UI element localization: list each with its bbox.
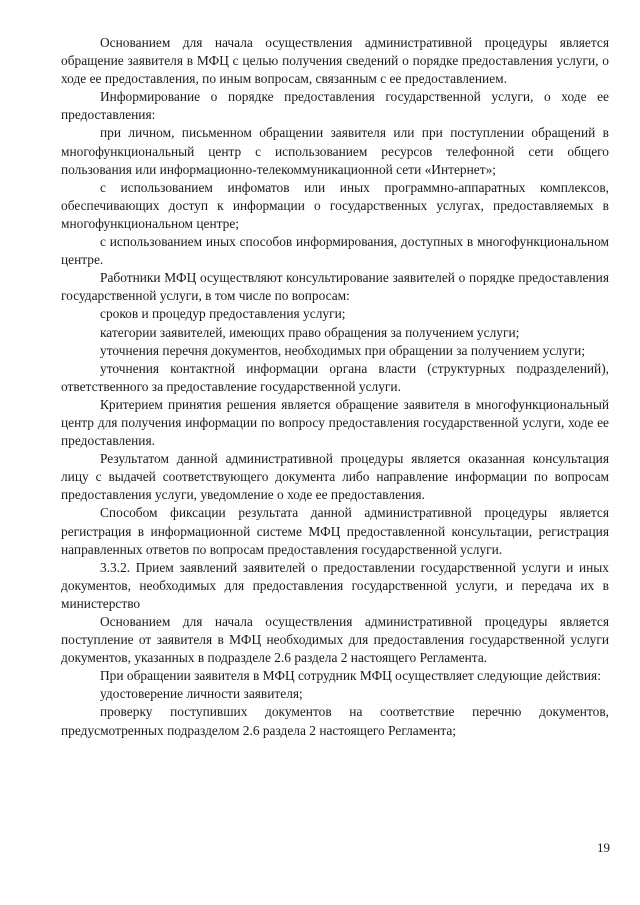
paragraph-document-check: проверку поступивших документов на соответствие перечню документов, предусмотренных подразделом 2.6 раздела 2 настоящего Регламента; (61, 704, 609, 738)
paragraph-infomats: с использованием инфоматов или иных программно-аппаратных комплексов, обеспечивающих доступ к информации о государственных услугах, предоставляемых в многофункциональном центре; (61, 179, 609, 231)
paragraph-contact-info: уточнения контактной информации органа власти (структурных подразделений), ответственного за предоставление государственной услуги. (61, 360, 609, 394)
paragraph-mfc-consulting: Работники МФЦ осуществляют консультирование заявителей о порядке предоставления государственной услуги, в том числе по вопросам: (61, 270, 609, 304)
paragraph-personal-appeal: при личном, письменном обращении заявителя или при поступлении обращений в многофункциональный центр с использованием ресурсов телефонной сети общего пользования или информационно-телекоммуникационной сети «Интернет»; (61, 125, 609, 177)
paragraph-basis-for-information: Основанием для начала осуществления административной процедуры является обращение заявителя в МФЦ с целью получения сведений о порядке предоставления услуги, о ходе ее предоставления, по иным вопросам, связанным с ее предоставлением. (61, 35, 609, 87)
section-heading-3-3-2: 3.3.2. Прием заявлений заявителей о предоставлении государственной услуги и иных документов, необходимых для предоставления государственной услуги, и передача их в министерство (61, 559, 609, 611)
paragraph-terms-procedures: сроков и процедур предоставления услуги; (100, 306, 346, 322)
document-body (61, 34, 609, 740)
paragraph-other-methods: с использованием иных способов информирования, доступных в многофункциональном центре. (61, 234, 609, 268)
page-number: 19 (597, 840, 610, 855)
paragraph-informing-heading: Информирование о порядке предоставления государственной услуги, о ходе ее предоставления: (61, 89, 609, 123)
paragraph-decision-criterion: Критерием принятия решения является обращение заявителя в многофункциональный центр для получения информации по вопросу предоставления государственной услуги, ходе ее предоставления. (61, 396, 609, 449)
paragraph-identity-verification: удостоверение личности заявителя; (100, 686, 303, 702)
paragraph-document-list: уточнения перечня документов, необходимых при обращении за получением услуги; (100, 342, 586, 358)
paragraph-basis-for-acceptance: Основанием для начала осуществления административной процедуры является поступление от заявителя в МФЦ необходимых для предоставления государственной услуги документов, указанных в подразделе 2.6 раздела 2 настоящего Регламента. (61, 614, 609, 666)
paragraph-result-fixation: Способом фиксации результата данной административной процедуры является регистрация в информационной системе МФЦ предоставленной консультации, регистрация направленных ответов по вопросам предоставления государственной услуги. (61, 505, 609, 557)
paragraph-employee-actions: При обращении заявителя в МФЦ сотрудник МФЦ осуществляет следующие действия: (100, 668, 601, 684)
paragraph-procedure-result: Результатом данной административной процедуры является оказанная консультация лицу с выдачей соответствующего документа либо направление информации по вопросам предоставления услуги, уведомление о ходе ее предоставления. (61, 451, 609, 503)
paragraph-applicant-categories: категории заявителей, имеющих право обращения за получением услуги; (100, 324, 520, 340)
